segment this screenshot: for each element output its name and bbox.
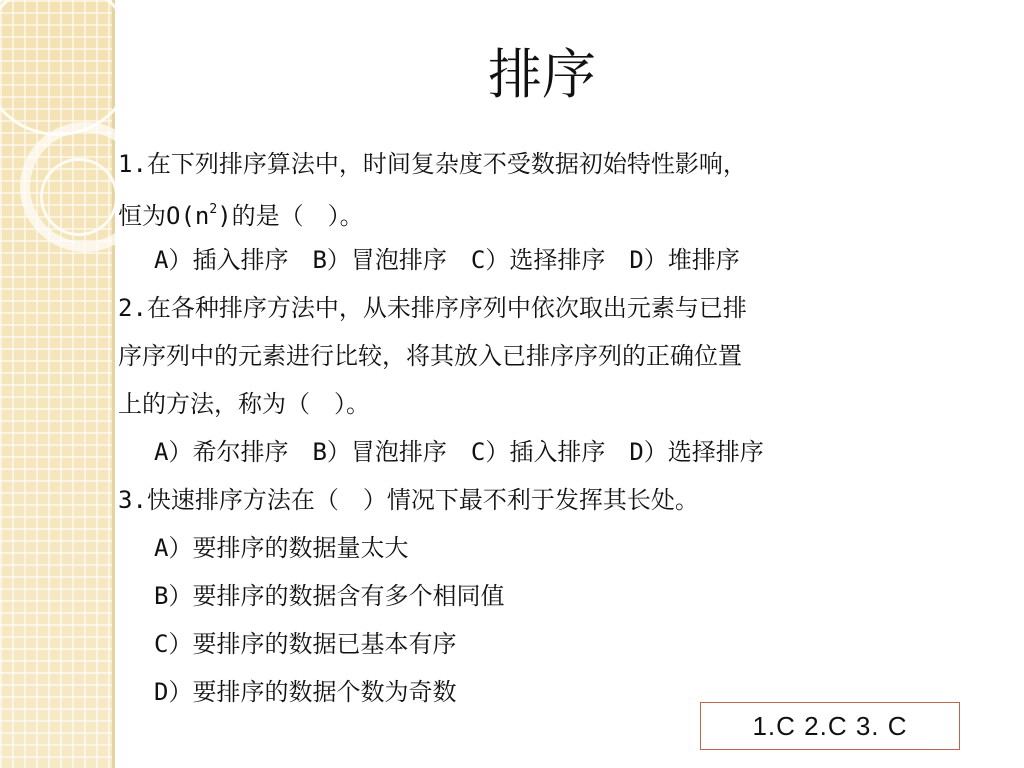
- decorative-sidebar: [0, 0, 115, 768]
- decorative-ring: [40, 158, 118, 236]
- question-1-text-part: )的是（ ）。: [217, 202, 364, 230]
- superscript: 2: [209, 202, 218, 217]
- question-3-option-d: D）要排序的数据个数为奇数: [154, 678, 457, 706]
- question-3-option-c: C）要排序的数据已基本有序: [154, 630, 457, 658]
- answer-key-box: 1.C 2.C 3. C: [700, 702, 960, 750]
- question-1-text-part: 恒为O(n: [118, 202, 210, 230]
- question-1-text: 1.在下列排序算法中，时间复杂度不受数据初始特性影响，: [118, 150, 747, 178]
- question-2-options: A）希尔排序 B）冒泡排序 C）插入排序 D）选择排序: [154, 438, 764, 466]
- question-list: [118, 140, 1018, 716]
- question-1-options: A）插入排序 B）冒泡排序 C）选择排序 D）堆排序: [154, 246, 740, 274]
- question-3-option-a: A）要排序的数据量太大: [154, 534, 409, 562]
- question-2-text-cont: 序序列中的元素进行比较，将其放入已排序序列的正确位置: [118, 342, 742, 370]
- question-3-option-b: B）要排序的数据含有多个相同值: [154, 582, 505, 610]
- question-2-text-cont: 上的方法，称为（ ）。: [118, 390, 370, 418]
- question-3-text: 3.快速排序方法在（ ）情况下最不利于发挥其长处。: [118, 486, 699, 514]
- question-2-text: 2.在各种排序方法中，从未排序序列中依次取出元素与已排: [118, 294, 747, 322]
- question-1-text-cont: [118, 188, 1018, 236]
- slide-title: 排序: [488, 43, 596, 106]
